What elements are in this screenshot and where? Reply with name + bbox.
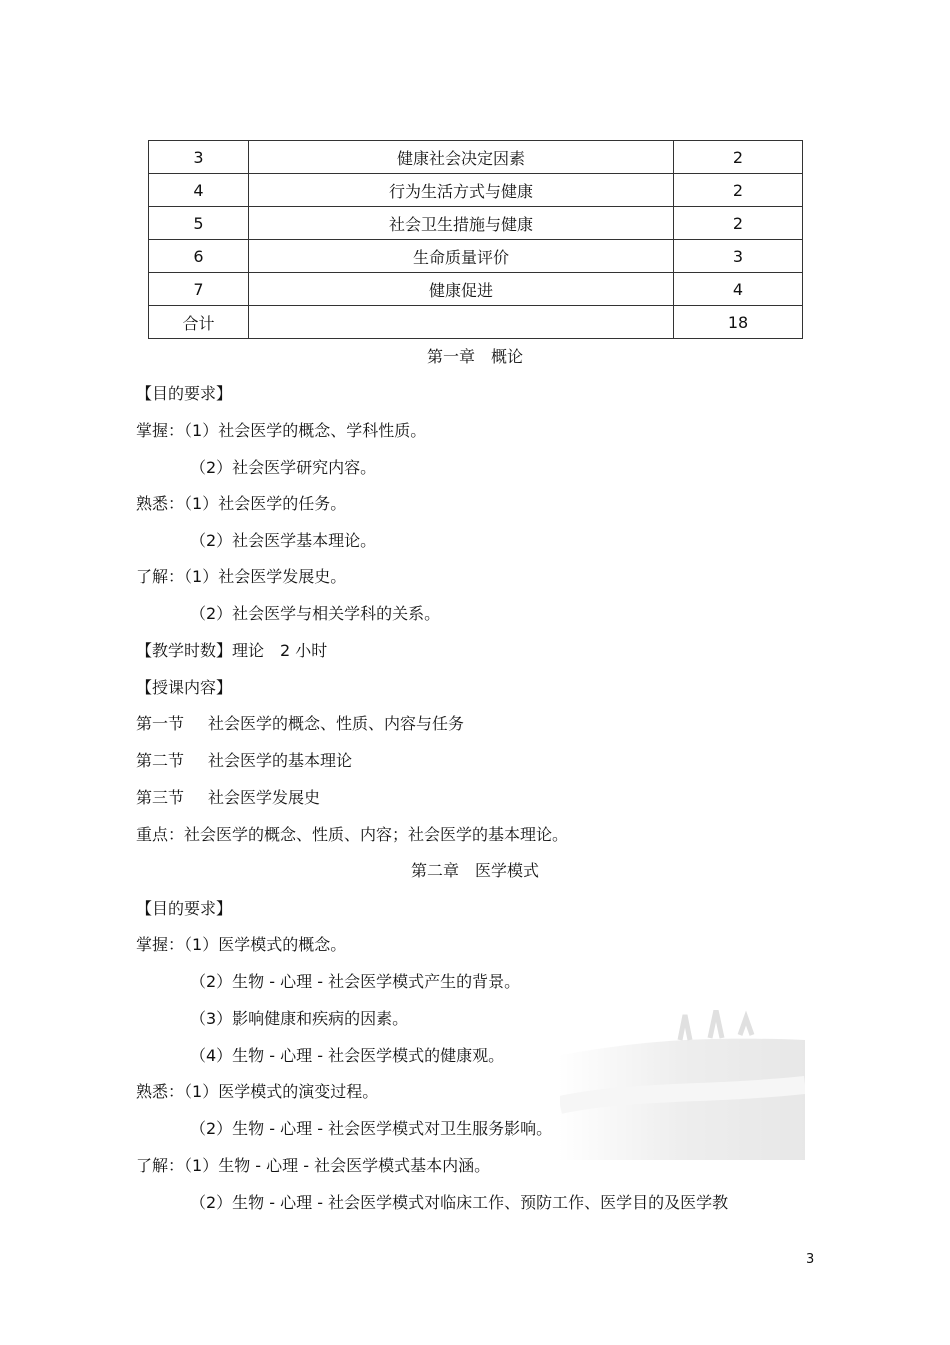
chapter1-familiar-1: 熟悉：（1）社会医学的任务。 xyxy=(136,494,347,513)
faint-landscape-watermark xyxy=(560,1010,805,1160)
chapter2-aims-heading: 【目的要求】 xyxy=(136,899,233,918)
chapter1-content-heading: 【授课内容】 xyxy=(136,678,233,697)
chapter2-understand-1: 了解：（1）生物 - 心理 - 社会医学模式基本内涵。 xyxy=(136,1156,491,1175)
chapter2-master-2: （2）生物 - 心理 - 社会医学模式产生的背景。 xyxy=(190,972,521,991)
topic-cell: 行为生活方式与健康 xyxy=(249,174,674,207)
hours-cell: 2 xyxy=(674,174,803,207)
chapter2-understand-2: （2）生物 - 心理 - 社会医学模式对临床工作、预防工作、医学目的及医学教 xyxy=(190,1193,729,1212)
chapter2-master-3: （3）影响健康和疾病的因素。 xyxy=(190,1009,409,1028)
chapter1-section-2: 第二节 社会医学的基本理论 xyxy=(136,751,353,770)
hours-cell: 3 xyxy=(674,240,803,273)
chapter2-familiar-1: 熟悉：（1）医学模式的演变过程。 xyxy=(136,1082,379,1101)
table-row xyxy=(149,174,803,207)
chapter1-aims-heading: 【目的要求】 xyxy=(136,384,233,403)
page-number: 3 xyxy=(806,1252,815,1267)
chapter1-familiar-2: （2）社会医学基本理论。 xyxy=(190,531,377,550)
chapter1-section-1: 第一节 社会医学的概念、性质、内容与任务 xyxy=(136,714,465,733)
chapter1-teaching-hours: 【教学时数】理论 2 小时 xyxy=(136,641,328,660)
table-row xyxy=(149,207,803,240)
chapter1-understand-2: （2）社会医学与相关学科的关系。 xyxy=(190,604,441,623)
chapter2-title: 第二章 医学模式 xyxy=(410,861,539,880)
chapter1-title: 第一章 概论 xyxy=(426,347,523,366)
chapter1-master-2: （2）社会医学研究内容。 xyxy=(190,458,377,477)
topic-cell xyxy=(249,306,674,339)
table-row xyxy=(149,306,803,339)
topic-cell: 生命质量评价 xyxy=(249,240,674,273)
chapter1-master-1: 掌握：（1）社会医学的概念、学科性质。 xyxy=(136,421,427,440)
topic-cell: 社会卫生措施与健康 xyxy=(249,207,674,240)
chapter-number-cell: 3 xyxy=(149,141,249,174)
hours-cell: 18 xyxy=(674,306,803,339)
chapter-number-cell: 6 xyxy=(149,240,249,273)
chapter-number-cell: 7 xyxy=(149,273,249,306)
chapter1-section-3: 第三节 社会医学发展史 xyxy=(136,788,321,807)
table-row xyxy=(149,141,803,174)
topic-cell: 健康促进 xyxy=(249,273,674,306)
hours-cell: 2 xyxy=(674,207,803,240)
chapter1-key-points: 重点：社会医学的概念、性质、内容；社会医学的基本理论。 xyxy=(136,825,569,844)
table-row xyxy=(149,240,803,273)
chapter2-familiar-2: （2）生物 - 心理 - 社会医学模式对卫生服务影响。 xyxy=(190,1119,553,1138)
chapter-number-cell: 合计 xyxy=(149,306,249,339)
topic-cell: 健康社会决定因素 xyxy=(249,141,674,174)
course-hours-table xyxy=(148,140,803,339)
chapter1-understand-1: 了解：（1）社会医学发展史。 xyxy=(136,567,347,586)
chapter2-master-1: 掌握：（1）医学模式的概念。 xyxy=(136,935,347,954)
hours-cell: 2 xyxy=(674,141,803,174)
chapter-number-cell: 5 xyxy=(149,207,249,240)
chapter-number-cell: 4 xyxy=(149,174,249,207)
chapter2-master-4: （4）生物 - 心理 - 社会医学模式的健康观。 xyxy=(190,1046,505,1065)
hours-cell: 4 xyxy=(674,273,803,306)
table-row xyxy=(149,273,803,306)
